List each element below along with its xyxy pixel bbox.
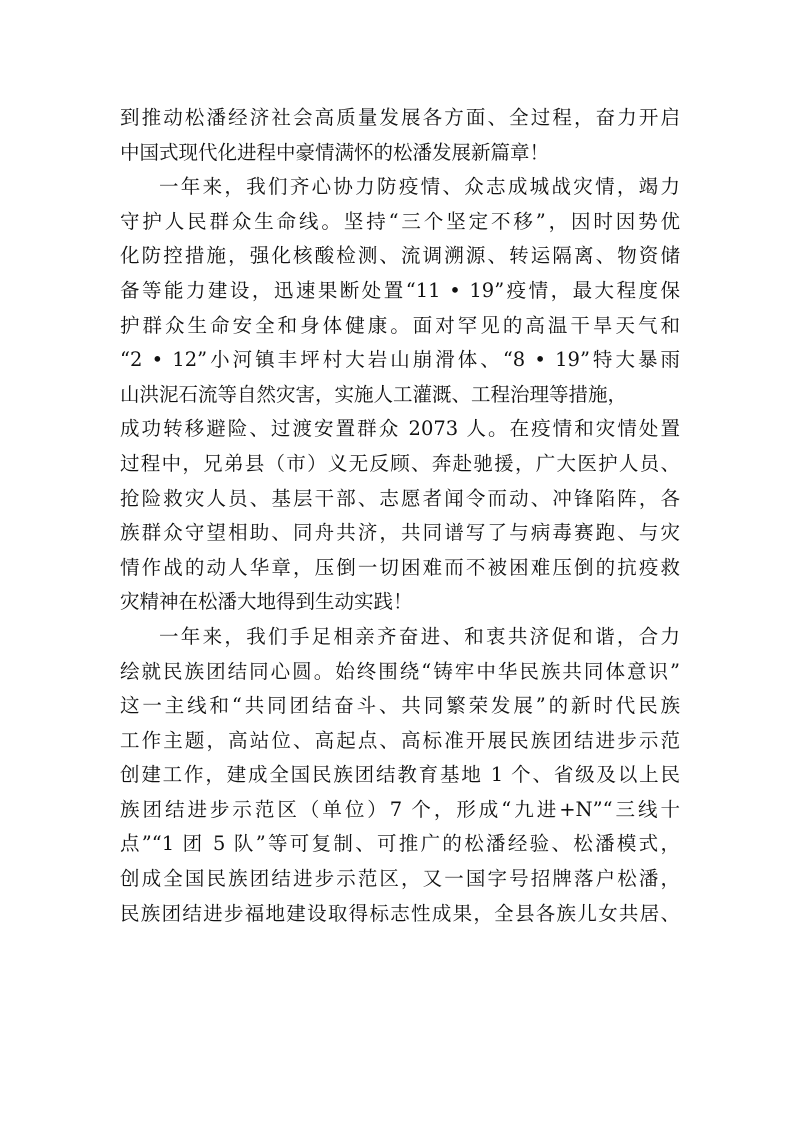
text-line: 工作主题，高站位、高起点、高标准开展民族团结进步示范 [120,728,680,752]
text-line: 护群众生命安全和身体健康。面对罕见的高温干旱天气和 [120,313,680,337]
text-line: 族团结进步示范区（单位）7 个，形成“九进+N”“三线十 [120,797,680,821]
paragraph-3 [120,620,680,931]
paragraph-2 [120,170,680,620]
text-line: 灾精神在松潘大地得到生动实践！ [120,590,413,614]
text-line: 到推动松潘经济社会高质量发展各方面、全过程，奋力开启 [120,106,680,129]
document-body [120,101,680,931]
text-line: 点”“1 团 5 队”等可复制、可推广的松潘经验、松潘模式， [120,832,680,856]
text-line: 创建工作，建成全国民族团结教育基地 1 个、省级及以上民 [120,763,680,787]
text-line: 化防控措施，强化核酸检测、流调溯源、转运隔离、物资储 [120,244,680,268]
text-line: 守护人民群众生命线。坚持“三个坚定不移”，因时因势优 [120,209,680,233]
text-line: 族群众守望相助、同舟共济，共同谱写了与病毒赛跑、与灾 [120,521,680,545]
paragraph-1 [120,101,680,170]
text-line: “2 • 12”小河镇丰坪村大岩山崩滑体、“8 • 19”特大暴雨 [120,348,680,372]
text-line: 民族团结进步福地建设取得标志性成果，全县各族儿女共居、 [120,901,680,925]
text-line: 一年来，我们齐心协力防疫情、众志成城战灾情，竭力 [159,175,680,199]
text-line: 备等能力建设，迅速果断处置“11 • 19”疫情，最大程度保 [120,278,680,302]
text-line: 这一主线和“共同团结奋斗、共同繁荣发展”的新时代民族 [120,694,680,718]
text-line: 过程中，兄弟县（市）义无反顾、奔赴驰援，广大医护人员、 [120,451,680,475]
text-line: 成功转移避险、过渡安置群众 2073 人。在疫情和灾情处置 [120,417,680,441]
text-line: 创成全国民族团结进步示范区，又一国字号招牌落户松潘， [120,867,680,891]
text-line: 一年来，我们手足相亲齐奋进、和衷共济促和谐，合力 [159,624,680,648]
text-line: 山洪泥石流等自然灾害，实施人工灌溉、工程治理等措施， [120,382,628,406]
text-line: 绘就民族团结同心圆。始终围绕“铸牢中华民族共同体意识” [120,659,680,683]
text-line: 情作战的动人华章，压倒一切困难而不被困难压倒的抗疫救 [120,555,680,579]
text-line: 抢险救灾人员、基层干部、志愿者闻令而动、冲锋陷阵，各 [120,486,680,510]
text-line: 中国式现代化进程中豪情满怀的松潘发展新篇章！ [120,140,550,164]
